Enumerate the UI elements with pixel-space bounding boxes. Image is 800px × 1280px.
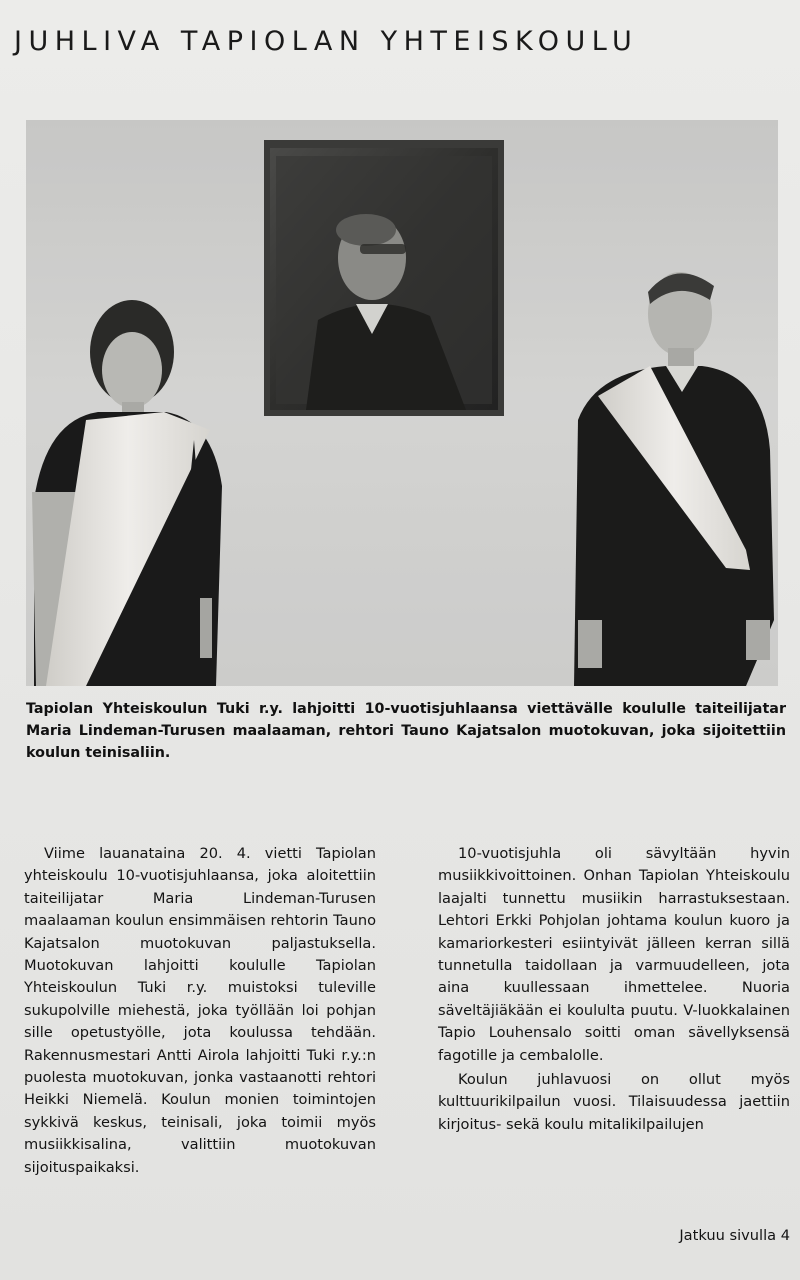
article-paragraph: Koulun juhlavuosi on ollut myös kulttuurikilpailun vuosi. Tilaisuudessa jaettiin kirjoitus- sekä koulu mitalikilpailujen <box>438 1071 790 1133</box>
headline: JUHLIVA TAPIOLAN YHTEISKOULU <box>14 26 639 57</box>
article-paragraph: Viime lauanataina 20. 4. vietti Tapiolan yhteiskoulu 10-vuotisjuhlaansa, joka aloitettiin taiteilijatar Maria Lindeman-Turusen maalaaman koulun ensimmäisen rehtorin Tauno Kajatsalon muotokuvan paljastuksella. Muotokuvan lahjoitti koululle Tapiolan Yhteiskoulun Tuki r.y. muistoksi tuleville sukupolville miehestä, joka työllään loi pohjan sille opetustyölle, jota koulussa tehdään. Rakennusmestari Antti Airola lahjoitti Tuki r.y.:n puolesta muotokuvan, jonka vastaanotti rehtori Heikki Niemelä. Koulun monien toimintojen sykkivä keskus, teinisali, joka toimii myös musiikkisalina, valittiin muotokuvan sijoituspaikaksi. <box>24 845 376 1176</box>
continued-note: Jatkuu sivulla 4 <box>679 1227 790 1244</box>
portrait-painting <box>264 140 504 416</box>
article-column-right <box>438 843 790 1136</box>
photo-caption: Tapiolan Yhteiskoulun Tuki r.y. lahjoitti 10-vuotisjuhlaansa viettävälle koululle taiteilijatar Maria Lindeman-Turusen maalaaman, rehtori Tauno Kajatsalon muotokuvan, joka sijoitettiin koulun teinisaliin. <box>26 701 786 761</box>
article-column-left <box>24 843 376 1179</box>
photo-illustration <box>26 120 778 686</box>
photo <box>26 120 778 686</box>
article-paragraph: 10-vuotisjuhla oli sävyltään hyvin musiikkivoittoinen. Onhan Tapiolan Yhteiskoulu laajalti tunnettu musiikin harrastuksestaan. Lehtori Erkki Pohjolan johtama koulun kuoro ja kamariorkesteri esiintyivät jälleen kerran sillä tunnetulla taidollaan ja varmuudelleen, jota aina kuullessaan ihmettelee. Nuoria säveltäjiäkään ei koululta puutu. V-luokkalainen Tapio Louhensalo soitti oman sävellyksensä fagotille ja cembalolle. <box>438 845 790 1064</box>
